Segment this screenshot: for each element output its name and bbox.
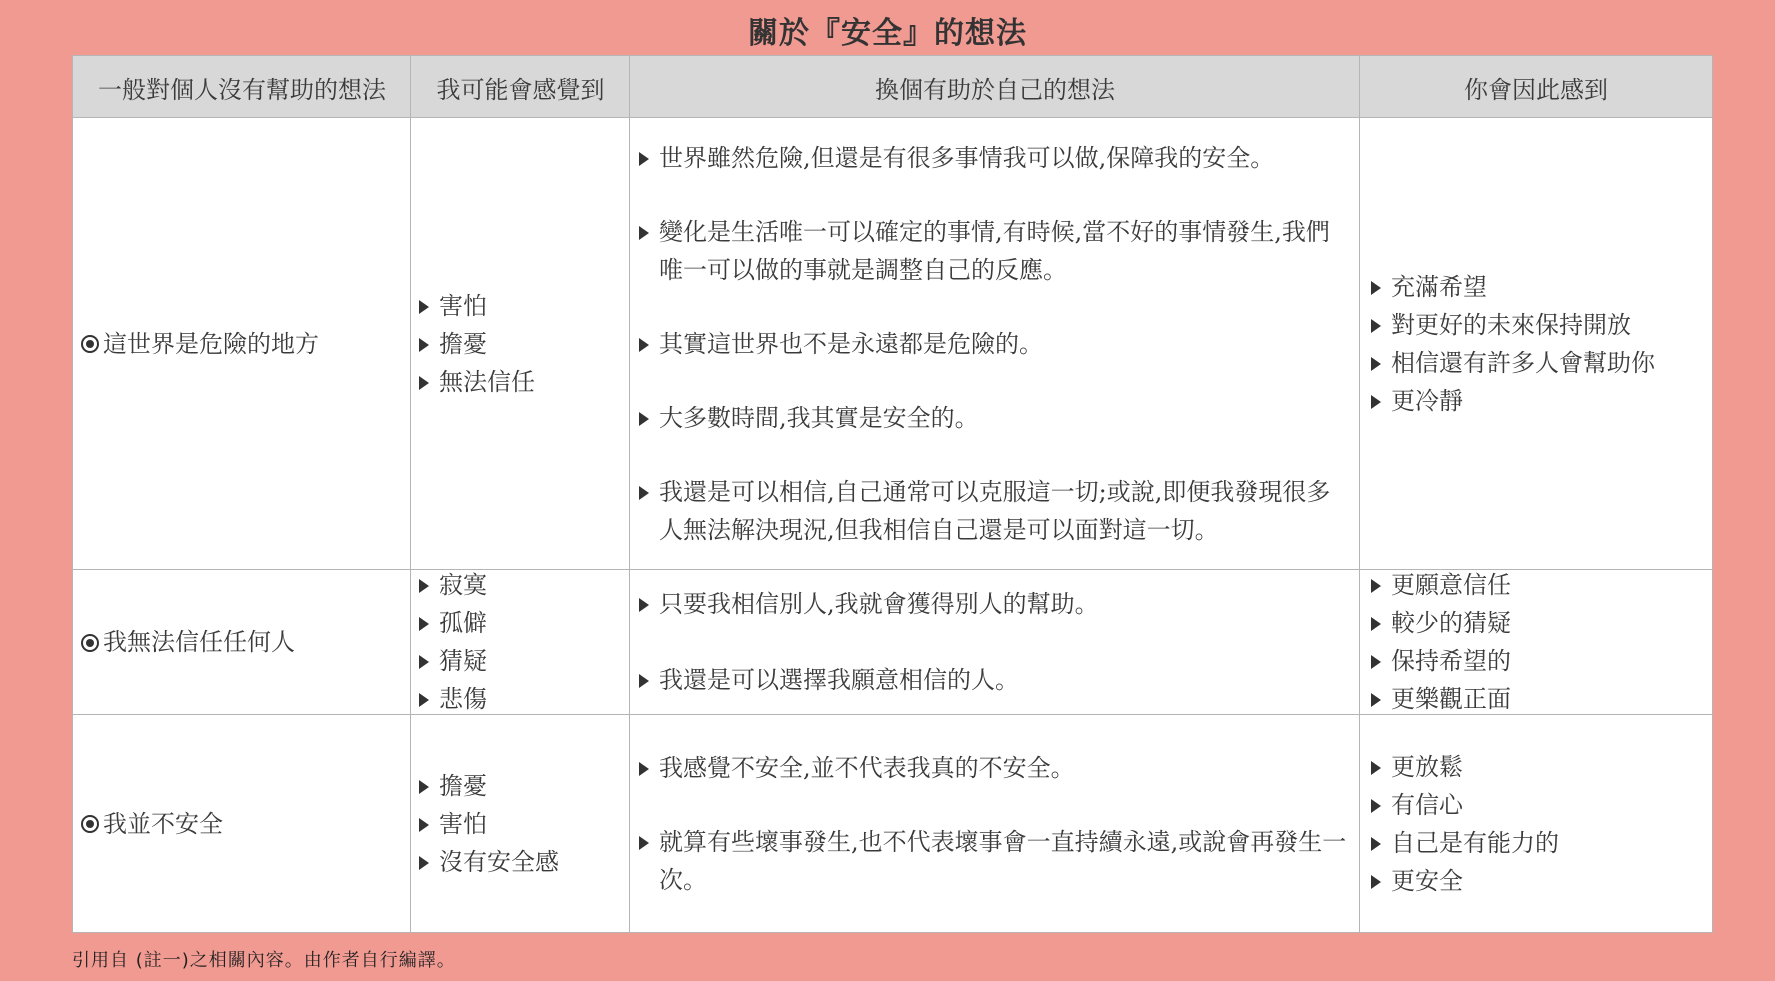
- list-item: 我還是可以相信,自己通常可以克服這一切;或說,即便我發現很多人無法解決現況,但我相信自己還是可以面對這一切。: [639, 473, 1351, 549]
- list-item: 更願意信任: [1371, 566, 1708, 604]
- triangle-bullet-icon: [639, 674, 649, 688]
- list-item: 有信心: [1371, 786, 1708, 824]
- triangle-bullet-icon: [639, 226, 649, 240]
- list-item: 沒有安全感: [419, 843, 621, 881]
- list-item: 其實這世界也不是永遠都是危險的。: [639, 325, 1351, 363]
- results-list: [1363, 570, 1708, 714]
- feelings-list: [411, 118, 621, 569]
- list-item: 充滿希望: [1371, 268, 1708, 306]
- triangle-bullet-icon: [419, 338, 429, 352]
- bullet-circle-icon: [81, 815, 99, 833]
- triangle-bullet-icon: [639, 152, 649, 166]
- list-item: 更樂觀正面: [1371, 680, 1708, 718]
- triangle-bullet-icon: [639, 486, 649, 500]
- list-item: 害怕: [419, 805, 621, 843]
- helpful-thoughts-list: [631, 118, 1359, 569]
- triangle-bullet-icon: [419, 376, 429, 390]
- list-item: 猜疑: [419, 642, 621, 680]
- triangle-bullet-icon: [1371, 655, 1381, 669]
- list-item: 就算有些壞事發生,也不代表壞事會一直持續永遠,或說會再發生一次。: [639, 823, 1351, 899]
- list-item: 較少的猜疑: [1371, 604, 1708, 642]
- triangle-bullet-icon: [1371, 875, 1381, 889]
- feelings-list: [411, 570, 621, 714]
- triangle-bullet-icon: [1371, 579, 1381, 593]
- triangle-bullet-icon: [1371, 837, 1381, 851]
- bullet-circle-icon: [81, 634, 99, 652]
- column-divider: [629, 56, 630, 932]
- triangle-bullet-icon: [419, 655, 429, 669]
- list-item: 相信還有許多人會幫助你: [1371, 344, 1708, 382]
- triangle-bullet-icon: [419, 300, 429, 314]
- results-list: [1363, 118, 1708, 569]
- table-row: [81, 570, 407, 714]
- table-row: [81, 715, 407, 932]
- triangle-bullet-icon: [639, 836, 649, 850]
- triangle-bullet-icon: [1371, 395, 1381, 409]
- header-results: 你會因此感到: [1464, 75, 1608, 104]
- list-item: 害怕: [419, 287, 621, 325]
- list-item: 擔憂: [419, 325, 621, 363]
- list-item: 大多數時間,我其實是安全的。: [639, 399, 1351, 437]
- list-item: 對更好的未來保持開放: [1371, 306, 1708, 344]
- triangle-bullet-icon: [1371, 799, 1381, 813]
- table-header: [73, 56, 1712, 118]
- list-item: 保持希望的: [1371, 642, 1708, 680]
- list-item: 更安全: [1371, 862, 1708, 900]
- unhelpful-thought: 我無法信任任何人: [81, 623, 407, 661]
- footnote: 引用自 (註一)之相關內容。由作者自行編譯。: [72, 950, 456, 971]
- unhelpful-thought: 這世界是危險的地方: [81, 325, 407, 363]
- thoughts-table: [72, 55, 1713, 933]
- triangle-bullet-icon: [1371, 693, 1381, 707]
- list-item: 變化是生活唯一可以確定的事情,有時候,當不好的事情發生,我們唯一可以做的事就是調整自己的反應。: [639, 213, 1351, 289]
- list-item: 寂寞: [419, 566, 621, 604]
- list-item: 世界雖然危險,但還是有很多事情我可以做,保障我的安全。: [639, 139, 1351, 177]
- column-divider: [1359, 56, 1360, 932]
- list-item: 更冷靜: [1371, 382, 1708, 420]
- triangle-bullet-icon: [639, 598, 649, 612]
- triangle-bullet-icon: [1371, 617, 1381, 631]
- triangle-bullet-icon: [1371, 281, 1381, 295]
- triangle-bullet-icon: [419, 579, 429, 593]
- table-row: [81, 118, 407, 569]
- list-item: 孤僻: [419, 604, 621, 642]
- results-list: [1363, 715, 1708, 932]
- helpful-thoughts-list: [631, 715, 1359, 932]
- header-helpful-thought: 換個有助於自己的想法: [875, 75, 1115, 104]
- triangle-bullet-icon: [419, 856, 429, 870]
- triangle-bullet-icon: [419, 693, 429, 707]
- list-item: 自己是有能力的: [1371, 824, 1708, 862]
- triangle-bullet-icon: [639, 412, 649, 426]
- triangle-bullet-icon: [639, 338, 649, 352]
- unhelpful-thought: 我並不安全: [81, 805, 407, 843]
- list-item: 悲傷: [419, 680, 621, 718]
- triangle-bullet-icon: [419, 617, 429, 631]
- list-item: 擔憂: [419, 767, 621, 805]
- triangle-bullet-icon: [419, 780, 429, 794]
- list-item: 只要我相信別人,我就會獲得別人的幫助。: [639, 585, 1351, 623]
- page-title: 關於『安全』的想法: [748, 16, 1027, 51]
- triangle-bullet-icon: [639, 762, 649, 776]
- list-item: 無法信任: [419, 363, 621, 401]
- bullet-circle-icon: [81, 335, 99, 353]
- header-feelings: 我可能會感覺到: [436, 75, 605, 104]
- triangle-bullet-icon: [1371, 761, 1381, 775]
- list-item: 更放鬆: [1371, 748, 1708, 786]
- helpful-thoughts-list: [631, 570, 1359, 714]
- triangle-bullet-icon: [1371, 357, 1381, 371]
- triangle-bullet-icon: [419, 818, 429, 832]
- feelings-list: [411, 715, 621, 932]
- triangle-bullet-icon: [1371, 319, 1381, 333]
- header-unhelpful-thought: 一般對個人沒有幫助的想法: [98, 75, 386, 104]
- list-item: 我感覺不安全,並不代表我真的不安全。: [639, 749, 1351, 787]
- list-item: 我還是可以選擇我願意相信的人。: [639, 661, 1351, 699]
